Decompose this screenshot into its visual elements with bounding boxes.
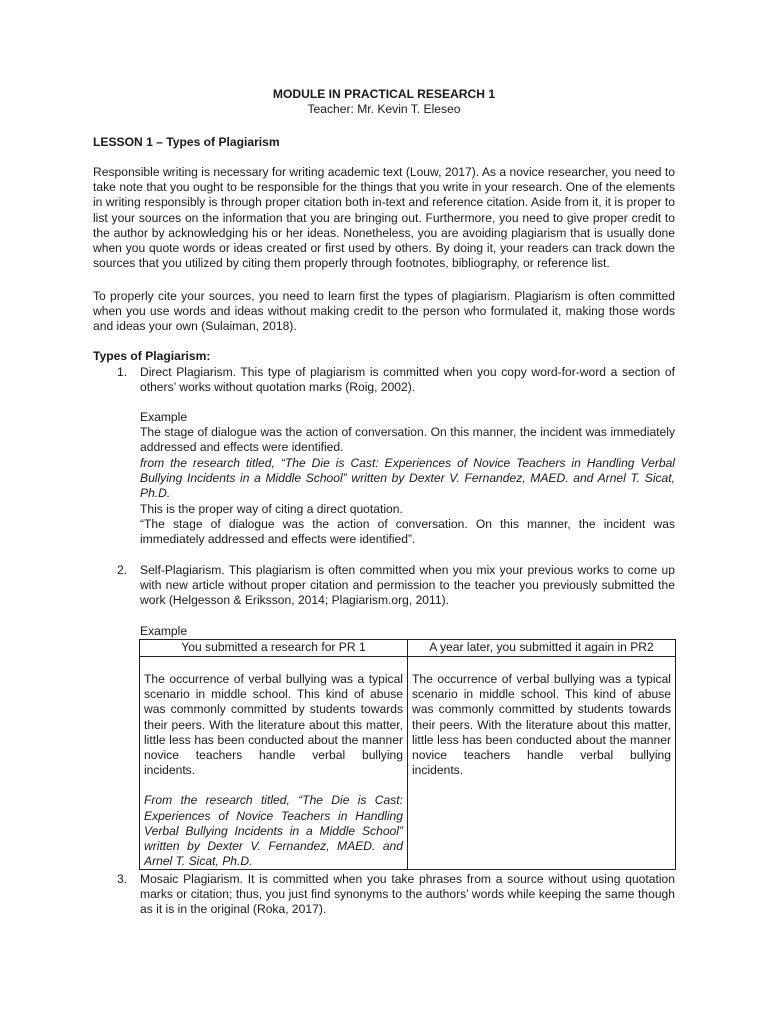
- left-cell-text: The occurrence of verbal bullying was a typical scenario in middle school. This kind of abuse was commonly committed by students towards their peers. With the literature about this matter, little less has been conducted about the manner novice teachers handle verbal bullying incidents.: [144, 672, 403, 778]
- module-title: MODULE IN PRACTICAL RESEARCH 1: [272, 87, 496, 101]
- example-label: Example: [140, 410, 188, 424]
- list-item-direct-plagiarism: Direct Plagiarism. This type of plagiarism is committed when you copy word-for-word a section of others’ works without quotation marks (Roig, 2002).: [140, 365, 675, 395]
- left-cell-source: From the research titled, “The Die is Cast: Experiences of Novice Teachers in Handling Verbal Bullying Incidents in a Middle School” written by Dexter V. Fernandez, MAED. and Arnel T. Sicat, Ph.D.: [144, 793, 403, 869]
- intro-paragraph: Responsible writing is necessary for writing academic text (Louw, 2017). As a novice researcher, you need to take note that you ought to be responsible for the things that you write in your research. One of the elements in writing responsibly is through proper citation both in-text and reference citation. Aside from it, it is proper to list your sources on the information that you are bringing out. Furthermore, you need to give proper credit to the author by acknowledging his or her ideas. Nonetheless, you are avoiding plagiarism that is usually done when you quote words or ideas created or first used by others. By doing it, your readers can track down the sources that you utilized by citing them properly through footnotes, bibliography, or reference list.: [93, 165, 675, 271]
- proper-citation-label: This is the proper way of citing a direct quotation.: [140, 502, 403, 516]
- item-number: 1.: [117, 365, 128, 379]
- table-header-row: [140, 640, 676, 657]
- list-item-mosaic-plagiarism: Mosaic Plagiarism. It is committed when you take phrases from a source without using quotation marks or citation; thus, you just find synonyms to the authors’ words while keeping the same though as it is in the original (Roka, 2017).: [140, 872, 675, 917]
- types-heading: Types of Plagiarism:: [93, 349, 211, 363]
- table-row: [140, 657, 676, 870]
- lesson-title: LESSON 1 – Types of Plagiarism: [93, 135, 280, 149]
- table-header-cell: A year later, you submitted it again in PR2: [408, 640, 676, 657]
- table-cell-right: [408, 657, 676, 870]
- proper-citation-text: “The stage of dialogue was the action of conversation. On this manner, the incident was immediately addressed and effects were identified”.: [140, 517, 675, 547]
- example-text: The stage of dialogue was the action of conversation. On this manner, the incident was immediately addressed and effects were identified.: [140, 425, 675, 455]
- item-number: 3.: [117, 872, 128, 886]
- item-number: 2.: [117, 563, 128, 577]
- right-cell-text: The occurrence of verbal bullying was a typical scenario in middle school. This kind of abuse was commonly committed by students towards their peers. With the literature about this matter, little less has been conducted about the manner novice teachers handle verbal bullying incidents.: [412, 672, 671, 778]
- teacher-line: Teacher: Mr. Kevin T. Eleseo: [307, 102, 461, 116]
- table-cell-left: [140, 657, 408, 870]
- example-label: Example: [140, 624, 188, 638]
- example-source: from the research titled, “The Die is Cast: Experiences of Novice Teachers in Handling Verbal Bullying Incidents in a Middle School” written by Dexter V. Fernandez, MAED. and Arnel T. Sicat, Ph.D.: [140, 456, 675, 501]
- citation-paragraph: To properly cite your sources, you need to learn first the types of plagiarism. Plagiarism is often committed when you use words and ideas without making credit to the person who formulated it, making those words and ideas your own (Sulaiman, 2018).: [93, 289, 675, 334]
- table-header-cell: You submitted a research for PR 1: [140, 640, 408, 657]
- list-item-self-plagiarism: Self-Plagiarism. This plagiarism is often committed when you mix your previous works to come up with new article without proper citation and permission to the teacher you previously submitted the work (Helgesson & Eriksson, 2014; Plagiarism.org, 2011).: [140, 563, 675, 608]
- comparison-table: [139, 639, 676, 870]
